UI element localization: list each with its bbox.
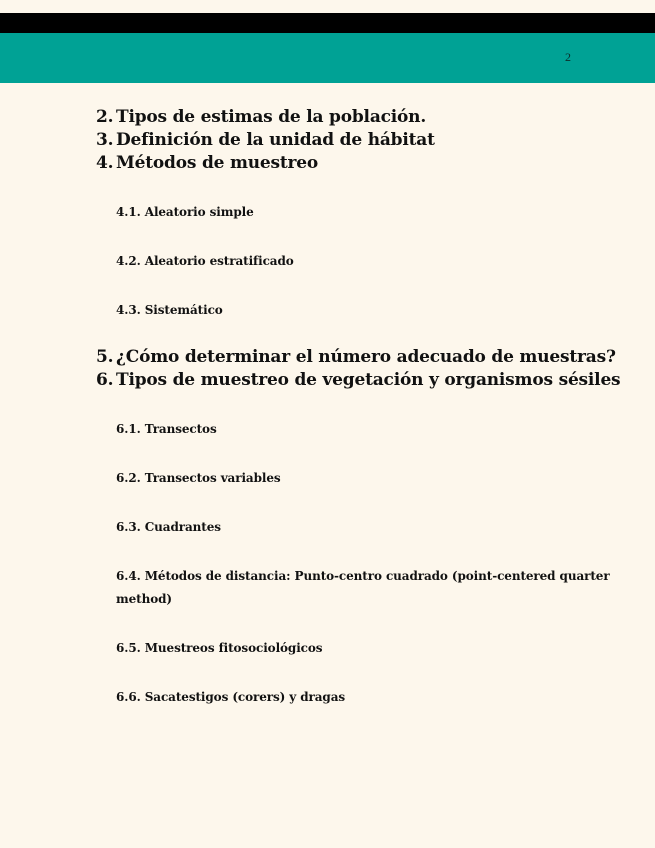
outline-item-number: 3. bbox=[96, 130, 114, 150]
outline-subitem-6-3: 6.3. Cuadrantes bbox=[116, 520, 221, 534]
top-black-bar bbox=[0, 13, 655, 33]
outline-subitem-4-3: 4.3. Sistemático bbox=[116, 303, 223, 317]
outline-item-text: Métodos de muestreo bbox=[116, 153, 319, 173]
outline-subitem-6-5: 6.5. Muestreos fitosociológicos bbox=[116, 641, 323, 655]
outline-subitem-6-6: 6.6. Sacatestigos (corers) y dragas bbox=[116, 690, 346, 704]
outline-item-text: Tipos de estimas de la población. bbox=[116, 107, 427, 127]
outline-item-3 bbox=[96, 129, 616, 152]
outline-item-number: 5. bbox=[96, 347, 114, 367]
outline-item-number: 4. bbox=[96, 153, 114, 173]
outline-subitem-6-4: 6.4. Métodos de distancia: Punto-centro cuadrado (point-centered quarter method) bbox=[116, 569, 610, 606]
outline-item-4 bbox=[96, 152, 616, 175]
outline-list bbox=[96, 106, 621, 709]
outline-item-text: ¿Cómo determinar el número adecuado de muestras? bbox=[116, 347, 616, 367]
outline-subitem-6-2: 6.2. Transectos variables bbox=[116, 471, 281, 485]
outline-item-text: Tipos de muestreo de vegetación y organismos sésiles bbox=[116, 370, 621, 390]
page-number: 2 bbox=[565, 50, 571, 64]
outline-item-number: 6. bbox=[96, 370, 114, 390]
outline-item-number: 2. bbox=[96, 107, 114, 127]
outline-item-5 bbox=[96, 346, 616, 369]
outline-subitem-4-1: 4.1. Aleatorio simple bbox=[116, 205, 254, 219]
header-band bbox=[0, 33, 655, 83]
outline-subitem-4-2: 4.2. Aleatorio estratificado bbox=[116, 254, 294, 268]
outline-subitem-6-1: 6.1. Transectos bbox=[116, 422, 217, 436]
outline-item-2 bbox=[96, 106, 616, 129]
outline-item-6 bbox=[96, 369, 621, 392]
outline-item-text: Definición de la unidad de hábitat bbox=[116, 130, 435, 150]
